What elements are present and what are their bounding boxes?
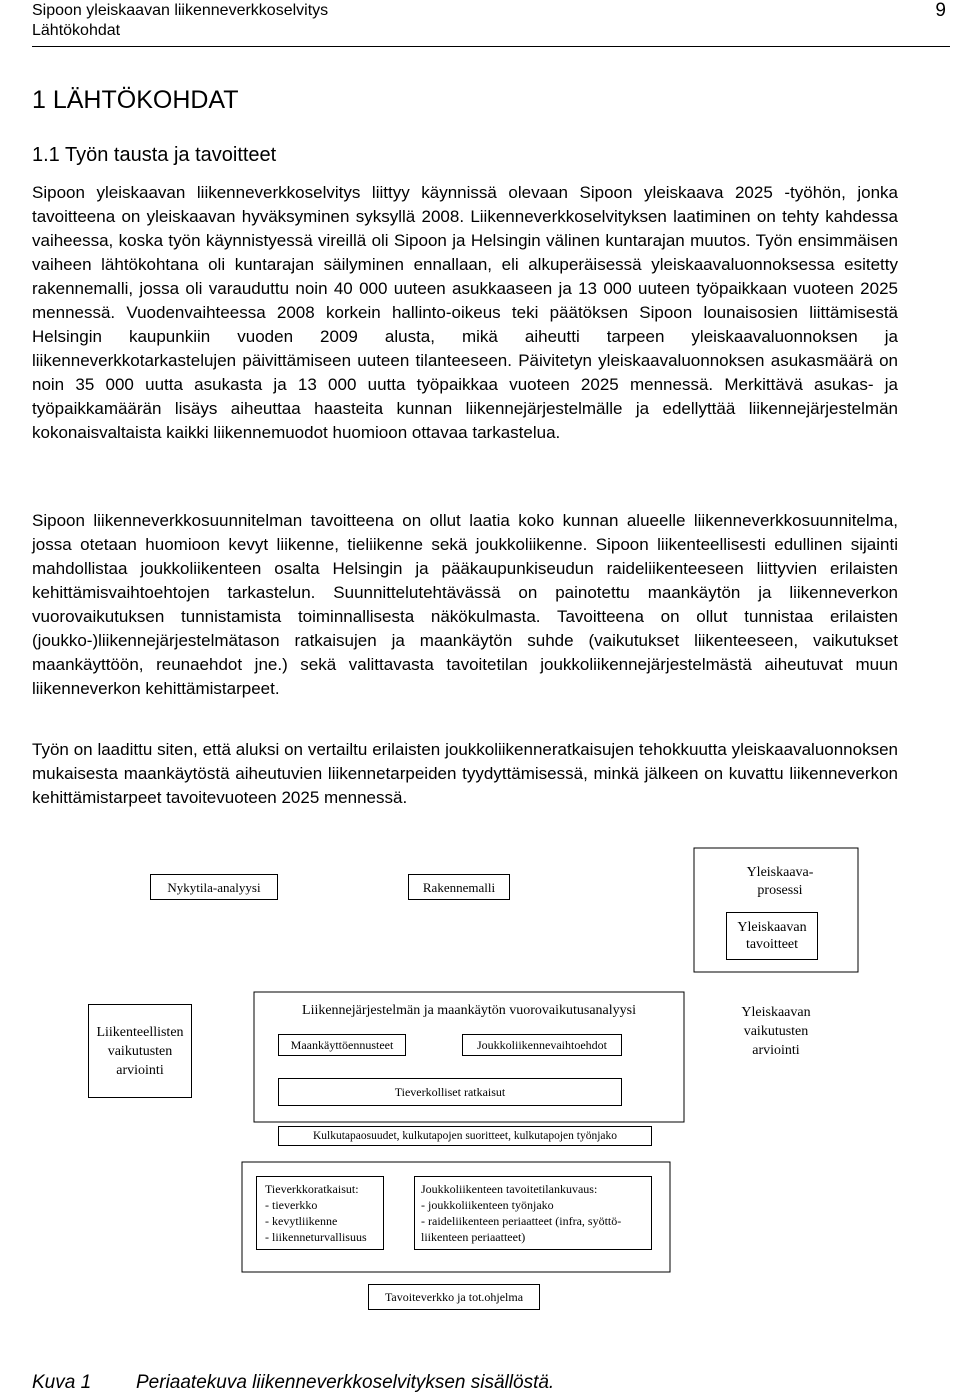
figure-caption-text: Periaatekuva liikenneverkkoselvityksen sisällöstä.	[136, 1372, 555, 1393]
box-maankaytto: Maankäyttöennusteet	[278, 1034, 406, 1056]
box-joukkoliikennevaihtoehdot: Joukkoliikennevaihtoehdot	[462, 1034, 622, 1056]
header-subtitle: Lähtökohdat	[32, 22, 121, 39]
process-diagram	[0, 840, 960, 1370]
box-rakennemalli-label: Rakennemalli	[422, 879, 496, 895]
paragraph-2: Sipoon liikenneverkkosuunnitelman tavoitteena on ollut laatia koko kunnan alueelle liikenneverkkosuunnitelma, jossa otetaan huomioon kevyt liikenne, tieliikenne sekä joukkoliikenne. Sipoon liikenteellisesti edullinen sijainti mahdollistaa joukkoliikenteen osalta Helsingin ja pääkaupunkiseudun raideliikenteeseen liittyvien erilaisten kehittämisvaihtoehtojen tarkastelun. Suunnittelutehtävässä on painotettu maankäytön ja liikenneverkon vuorovaikutuksen tunnistamista toiminnallisesta näkökulmasta. Tavoitteena on ollut tunnistaa erilaisten (joukko-)liikennejärjestelmätason ratkaisujen ja maankäytön suhde (vaikutukset liikenteeseen, vaikutukset maankäyttöön, reunaehdot jne.) sekä valittavasta tavoitetilan joukkoliikennejärjestelmästä aiheutuvat muun liikenneverkon kehittämistarpeet.	[32, 511, 898, 698]
box-yleiskaavan-tavoitteet: Yleiskaavan tavoitteet	[726, 912, 818, 960]
paragraph-1: Sipoon yleiskaavan liikenneverkkoselvitys liittyy käynnissä olevaan Sipoon yleiskaava 2025 -työhön, jonka tavoitteena on yleiskaavan hyväksyminen syksyllä 2008. Liikenneverkkoselvityksen laatiminen on tehty kahdessa vaiheessa, koska työn käynnistyessä vireillä oli Sipoon ja Helsingin välinen kuntarajan muutos. Työn ensimmäisen vaiheen lähtökohtana oli kuntarajan säilyminen ennallaan, eli alkuperäisessä yleiskaavaluonnoksessa esitetty rakennemalli, jossa oli varauduttu noin 40 000 uuteen asukkaaseen ja 13 000 uuteen työpaikkaan vuoteen 2025 mennessä. Vuodenvaihteessa 2008 korkein hallinto-oikeus teki päätöksen Sipoon lounaisosien liittämisestä Helsingin kaupunkiin vuoden 2009 alusta, mikä aiheutti tarpeen yleiskaavaluonnoksen ja liikenneverkkotarkastelujen päivittämiseen uuteen tilanteeseen. Päivitetyn yleiskaavaluonnoksen asukasmäärä on noin 35 000 uutta asukasta ja 13 000 uutta työpaikkaa vuoteen 2025 mennessä. Merkittävä asukas- ja työpaikkamäärän lisäys aiheuttaa haasteita kunnan liikennejärjestelmälle ja edellyttää liikennejärjestelmän kokonaisvaltaista kaikki liikennemuodot huomioon ottavaa tarkastelua.	[32, 183, 898, 442]
box-rakennemalli	[408, 874, 510, 900]
page-number: 9	[935, 0, 946, 21]
box-kulkutapaosuudet: Kulkutapaosuudet, kulkutapojen suoritteet, kulkutapojen työnjako	[278, 1126, 652, 1146]
box-tavoiteverkko: Tavoiteverkko ja tot.ohjelma	[368, 1284, 540, 1310]
header-rule	[32, 46, 950, 47]
figure-caption-label: Kuva 1	[32, 1372, 92, 1393]
section-heading: 1 LÄHTÖKOHDAT	[32, 86, 239, 114]
header-title: Sipoon yleiskaavan liikenneverkkoselvitys	[32, 2, 329, 19]
box-nykytila-label: Nykytila-analyysi	[167, 879, 261, 895]
paragraph-3: Työn on laadittu siten, että aluksi on vertailtu erilaisten joukkoliikenneratkaisujen tehokkuutta yleiskaavaluonnoksen mukaisesta maankäytöstä aiheutuvien liikennetarpeiden tyydyttämisessä, minkä jälkeen on kuvattu liikenneverkon kehittämistarpeet tavoitevuoteen 2025 mennessä.	[32, 740, 898, 807]
subsection-heading: 1.1 Työn tausta ja tavoitteet	[32, 144, 277, 166]
label-yleiskaavaprosessi: Yleiskaava- prosessi	[746, 865, 814, 898]
box-joukkoliikenteen-tavoitetila: Joukkoliikenteen tavoitetilankuvaus: - joukkoliikenteen työnjako - raideliikenteen periaatteet (infra, syöttö- liikenteen periaatteet)	[414, 1176, 652, 1250]
box-liikenteelliset: Liikenteellisten vaikutusten arviointi	[88, 1004, 192, 1098]
box-nykytila	[150, 874, 278, 900]
box-tieverkkoratkaisut: Tieverkkoratkaisut: - tieverkko - kevytliikenne - liikenneturvallisuus	[256, 1176, 384, 1250]
label-vuorovaikutusanalyysi: Liikennejärjestelmän ja maankäytön vuorovaikutusanalyysi	[302, 1003, 636, 1018]
box-tieverkolliset: Tieverkolliset ratkaisut	[278, 1078, 622, 1106]
label-yleiskaavan-vaikutusten: Yleiskaavan vaikutusten arviointi	[741, 1004, 811, 1058]
